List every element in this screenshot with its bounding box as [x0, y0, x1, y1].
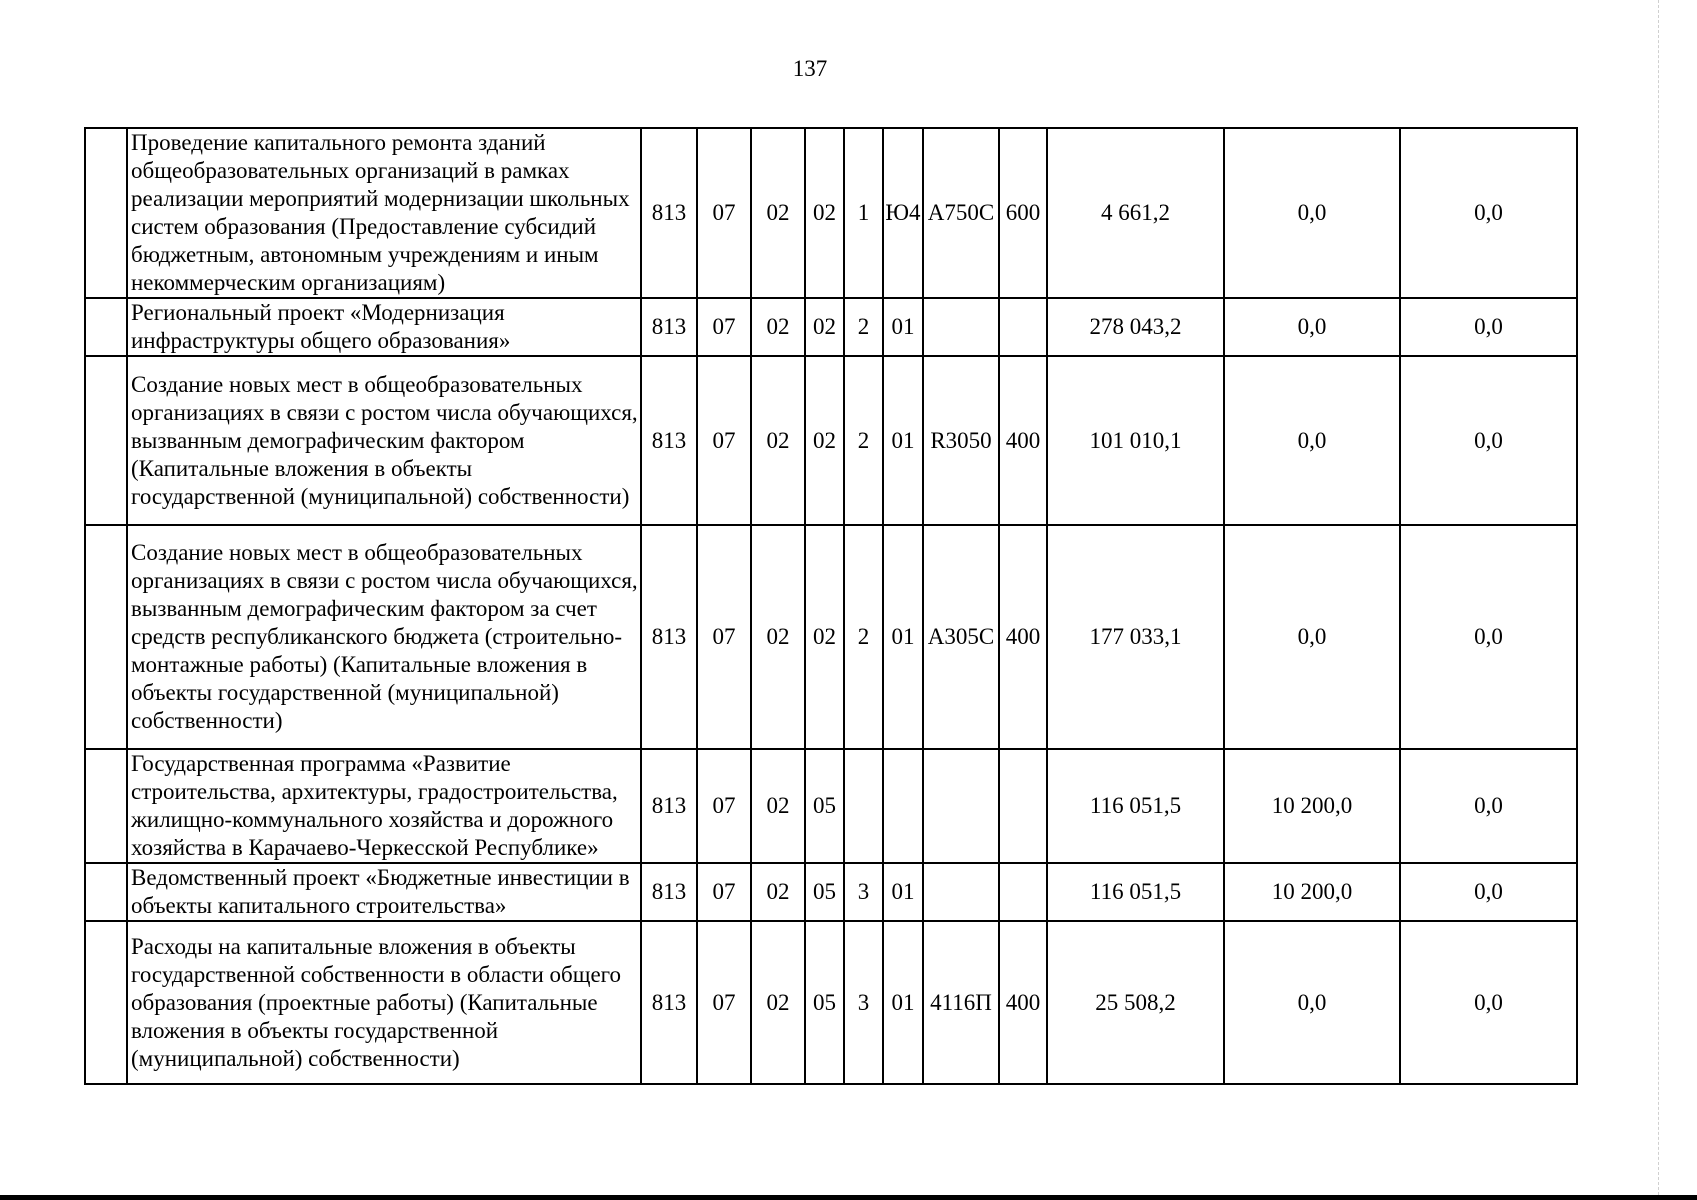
amount-cell: 0,0 — [1400, 356, 1577, 525]
code-cell: 07 — [697, 921, 751, 1084]
code-cell: 600 — [999, 128, 1047, 298]
description-cell: Проведение капитального ремонта зданий общеобразовательных организаций в рамках реализации мероприятий модернизации школьных систем образования (Предоставление субсидий бюджетным, автономным учреждениям и иным некоммерческим организациям) — [127, 128, 641, 298]
code-cell: 02 — [751, 128, 805, 298]
amount-cell: 10 200,0 — [1224, 749, 1400, 863]
code-cell: 400 — [999, 356, 1047, 525]
code-cell: 4116П — [923, 921, 999, 1084]
code-cell: 813 — [641, 921, 697, 1084]
code-cell: 07 — [697, 298, 751, 356]
amount-cell: 0,0 — [1400, 298, 1577, 356]
amount-cell: 278 043,2 — [1047, 298, 1224, 356]
scan-edge-line — [1658, 0, 1660, 1200]
amount-cell: 0,0 — [1224, 128, 1400, 298]
code-cell: 05 — [805, 863, 844, 921]
amount-cell: 25 508,2 — [1047, 921, 1224, 1084]
code-cell — [844, 749, 883, 863]
amount-cell: 177 033,1 — [1047, 525, 1224, 749]
code-cell: 01 — [883, 298, 923, 356]
code-cell — [999, 298, 1047, 356]
table-row — [85, 298, 1577, 356]
code-cell: 02 — [751, 749, 805, 863]
row-number-cell — [85, 128, 127, 298]
row-number-cell — [85, 749, 127, 863]
amount-cell: 0,0 — [1400, 921, 1577, 1084]
amount-cell: 0,0 — [1400, 128, 1577, 298]
description-cell: Расходы на капитальные вложения в объекты государственной собственности в области общего образования (проектные работы) (Капитальные вложения в объекты государственной (муниципальной) собственности) — [127, 921, 641, 1084]
code-cell: 02 — [805, 525, 844, 749]
code-cell: 813 — [641, 863, 697, 921]
description-cell: Государственная программа «Развитие строительства, архитектуры, градостроительства, жилищно-коммунального хозяйства и дорожного хозяйства в Карачаево-Черкесской Республике» — [127, 749, 641, 863]
table-row — [85, 921, 1577, 1084]
row-number-cell — [85, 525, 127, 749]
code-cell — [999, 863, 1047, 921]
row-number-cell — [85, 921, 127, 1084]
amount-cell: 116 051,5 — [1047, 863, 1224, 921]
description-cell: Создание новых мест в общеобразовательных организациях в связи с ростом числа обучающихся, вызванным демографическим фактором (Капитальные вложения в объекты государственной (муниципальной) собственности) — [127, 356, 641, 525]
bottom-scan-bar — [0, 1195, 1697, 1200]
table-row — [85, 525, 1577, 749]
row-number-cell — [85, 863, 127, 921]
amount-cell: 101 010,1 — [1047, 356, 1224, 525]
budget-table — [84, 127, 1578, 1085]
code-cell — [999, 749, 1047, 863]
code-cell: 01 — [883, 525, 923, 749]
code-cell: 813 — [641, 749, 697, 863]
table-row — [85, 863, 1577, 921]
code-cell: A750C — [923, 128, 999, 298]
page-number: 137 — [792, 56, 828, 81]
code-cell: 02 — [751, 356, 805, 525]
code-cell: 3 — [844, 863, 883, 921]
code-cell: R3050 — [923, 356, 999, 525]
amount-cell: 0,0 — [1400, 525, 1577, 749]
code-cell: 813 — [641, 356, 697, 525]
code-cell: 3 — [844, 921, 883, 1084]
table-row — [85, 128, 1577, 298]
code-cell: 813 — [641, 525, 697, 749]
table-row — [85, 749, 1577, 863]
table-row — [85, 356, 1577, 525]
code-cell: 400 — [999, 921, 1047, 1084]
amount-cell: 0,0 — [1224, 356, 1400, 525]
code-cell: 07 — [697, 863, 751, 921]
code-cell: 400 — [999, 525, 1047, 749]
code-cell — [923, 749, 999, 863]
code-cell: 813 — [641, 298, 697, 356]
amount-cell: 0,0 — [1400, 749, 1577, 863]
code-cell — [883, 749, 923, 863]
code-cell: Ю4 — [883, 128, 923, 298]
description-cell: Региональный проект «Модернизация инфраструктуры общего образования» — [127, 298, 641, 356]
amount-cell: 0,0 — [1224, 298, 1400, 356]
code-cell: 07 — [697, 128, 751, 298]
code-cell: 02 — [805, 298, 844, 356]
code-cell: 01 — [883, 863, 923, 921]
row-number-cell — [85, 356, 127, 525]
code-cell — [923, 863, 999, 921]
description-cell: Создание новых мест в общеобразовательных организациях в связи с ростом числа обучающихся, вызванным демографическим фактором за счет средств республиканского бюджета (строительно-монтажные работы) (Капитальные вложения в объекты государственной (муниципальной) собственности) — [127, 525, 641, 749]
amount-cell: 10 200,0 — [1224, 863, 1400, 921]
code-cell: 2 — [844, 298, 883, 356]
code-cell: 01 — [883, 356, 923, 525]
code-cell: 05 — [805, 921, 844, 1084]
description-cell: Ведомственный проект «Бюджетные инвестиции в объекты капитального строительства» — [127, 863, 641, 921]
code-cell: 05 — [805, 749, 844, 863]
code-cell: 02 — [805, 128, 844, 298]
code-cell: 2 — [844, 356, 883, 525]
code-cell: A305C — [923, 525, 999, 749]
amount-cell: 4 661,2 — [1047, 128, 1224, 298]
code-cell: 07 — [697, 749, 751, 863]
amount-cell: 0,0 — [1400, 863, 1577, 921]
code-cell: 02 — [751, 863, 805, 921]
code-cell: 07 — [697, 525, 751, 749]
code-cell: 2 — [844, 525, 883, 749]
amount-cell: 116 051,5 — [1047, 749, 1224, 863]
code-cell: 02 — [751, 298, 805, 356]
code-cell: 1 — [844, 128, 883, 298]
row-number-cell — [85, 298, 127, 356]
code-cell: 02 — [805, 356, 844, 525]
code-cell: 01 — [883, 921, 923, 1084]
amount-cell: 0,0 — [1224, 525, 1400, 749]
code-cell: 02 — [751, 921, 805, 1084]
amount-cell: 0,0 — [1224, 921, 1400, 1084]
code-cell: 07 — [697, 356, 751, 525]
code-cell: 813 — [641, 128, 697, 298]
code-cell — [923, 298, 999, 356]
code-cell: 02 — [751, 525, 805, 749]
